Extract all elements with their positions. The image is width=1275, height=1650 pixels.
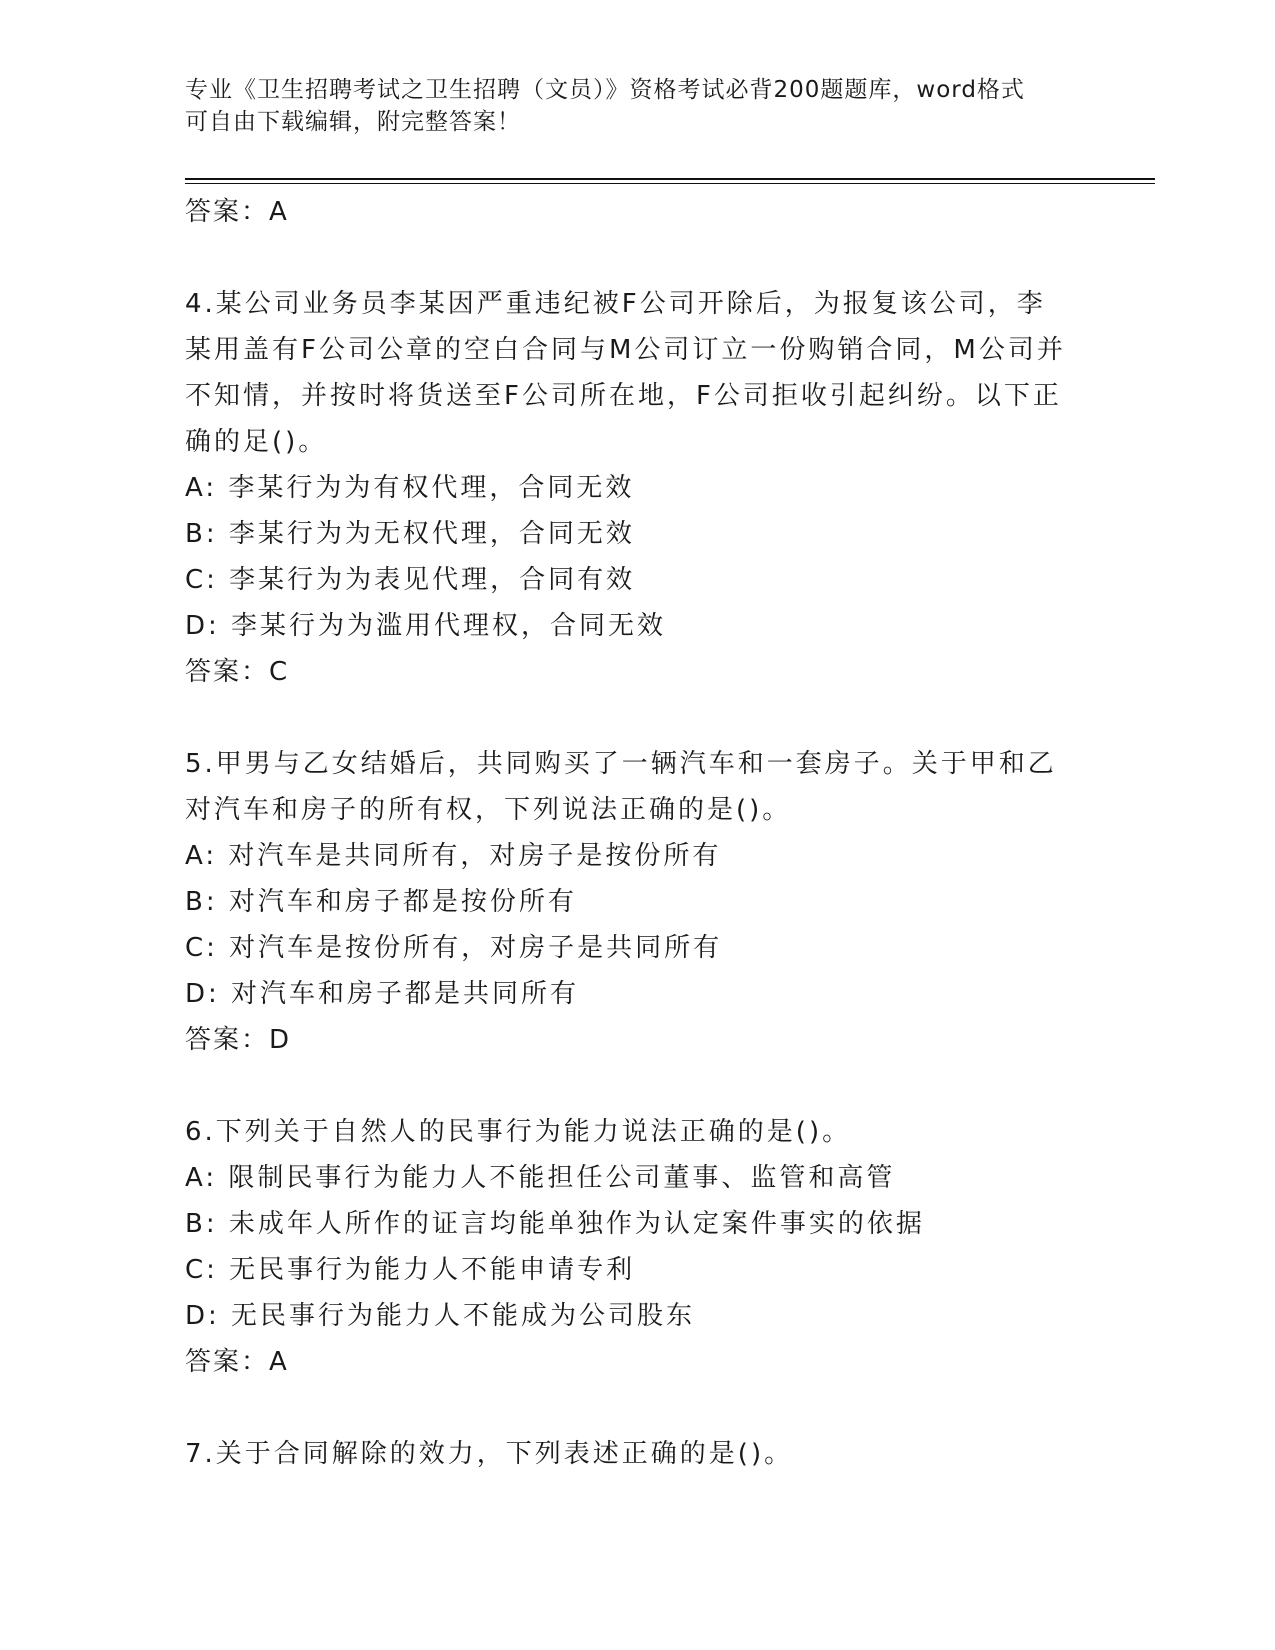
question-5 [185,741,1085,1063]
header-divider-thick [185,178,1155,180]
answer-line: 答案：A [185,1347,289,1377]
question-stem-line: 4.某公司业务员李某因严重违纪被F公司开除后，为报复该公司，李 [185,289,1046,319]
document-header [185,74,1065,138]
answer-line: 答案：D [185,1025,292,1055]
question-stem-line: 不知情，并按时将货送至F公司所在地，F公司拒收引起纠纷。以下正 [185,381,1062,411]
question-6 [185,1109,1085,1385]
header-line-1: 专业《卫生招聘考试之卫生招聘（文员）》资格考试必背200题题库，word格式 [185,77,1025,103]
spacer [185,1385,1085,1431]
answer-line: 答案：A [185,197,289,227]
option-b: B: 未成年人所作的证言均能单独作为认定案件事实的依据 [185,1209,925,1239]
question-stem-line: 确的足()。 [185,427,328,457]
question-4 [185,281,1085,695]
option-d: D: 对汽车和房子都是共同所有 [185,979,580,1009]
question-stem-line: 6.下列关于自然人的民事行为能力说法正确的是()。 [185,1117,852,1147]
header-line-2: 可自由下载编辑，附完整答案！ [185,109,521,135]
question-7 [185,1431,1085,1477]
spacer [185,235,1085,281]
answer-line: 答案：C [185,657,290,687]
option-d: D: 无民事行为能力人不能成为公司股东 [185,1301,696,1331]
document-body [185,189,1085,1477]
option-a: A: 对汽车是共同所有，对房子是按份所有 [185,841,722,871]
option-b: B: 对汽车和房子都是按份所有 [185,887,577,917]
question-stem-line: 5.甲男与乙女结婚后，共同购买了一辆汽车和一套房子。关于甲和乙 [185,749,1057,779]
option-c: C: 无民事行为能力人不能申请专利 [185,1255,636,1285]
spacer [185,695,1085,741]
spacer [185,1063,1085,1109]
option-b: B: 李某行为为无权代理，合同无效 [185,519,635,549]
option-c: C: 对汽车是按份所有，对房子是共同所有 [185,933,723,963]
option-a: A: 李某行为为有权代理，合同无效 [185,473,635,503]
header-divider-thin [185,183,1155,184]
question-stem-line: 某用盖有F公司公章的空白合同与M公司订立一份购销合同，M公司并 [185,335,1066,365]
option-a: A: 限制民事行为能力人不能担任公司董事、监管和高管 [185,1163,896,1193]
question-stem-line: 7.关于合同解除的效力，下列表述正确的是()。 [185,1439,794,1469]
option-c: C: 李某行为为表见代理，合同有效 [185,565,636,595]
question-stem-line: 对汽车和房子的所有权，下列说法正确的是()。 [185,795,792,825]
option-d: D: 李某行为为滥用代理权，合同无效 [185,611,667,641]
